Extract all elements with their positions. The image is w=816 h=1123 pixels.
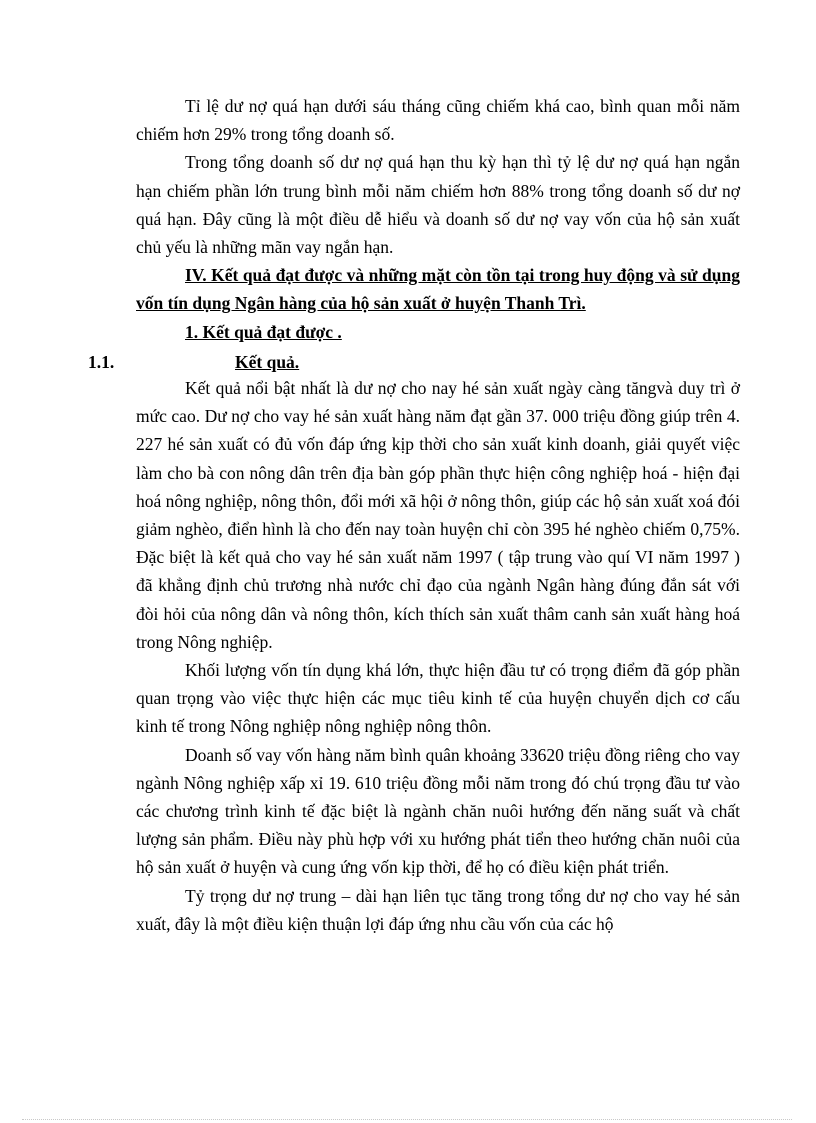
paragraph-loan-sales: Doanh số vay vốn hàng năm bình quân khoảng 33620 triệu đồng riêng cho vay ngành Nông nghiệp xấp xỉ 19. 610 triệu đồng mỗi năm trong đó chú trọng đầu tư vào các chương trình kinh tế đặc biệt là ngành chăn nuôi hướng đến năng suất và chất lượng sản phẩm. Điều này phù hợp với xu hướng phát tiển theo hướng chăn nuôi của hộ sản xuất ở huyện và cung ứng vốn kịp thời, để họ có điều kiện phát triển. [136, 744, 740, 878]
paragraph-credit-volume: Khối lượng vốn tín dụng khá lớn, thực hiện đầu tư có trọng điểm đã góp phần quan trọng vào việc thực hiện các mục tiêu kinh tế của huyện chuyển dịch cơ cấu kinh tế trong Nông nghiệp nông nghiệp nông thôn. [136, 660, 740, 737]
sub-subsection-number: 1.1. [88, 351, 115, 372]
paragraph-overdue-short-term: Tỉ lệ dư nợ quá hạn dưới sáu tháng cũng chiếm khá cao, bình quan mỗi năm chiếm hơn 29% trong tổng doanh số. [136, 96, 740, 145]
paragraph-results: Kết quả nổi bật nhất là dư nợ cho nay hé sản xuất ngày càng tăngvà duy trì ở mức cao. Dư nợ cho vay hé sản xuất hàng năm đạt gần 37. 000 triệu đồng giúp trên 4. 227 hé sản xuất có đủ vốn đáp ứng kịp thời cho sản xuất kinh doanh, giải quyết việc làm cho bà con nông dân trên địa bàn góp phần thực hiện công nghiệp hoá - hiện đại hoá nông nghiệp, nông thôn, đổi mới xã hội ở nông thôn, giúp các hộ sản xuất xoá đói giảm nghèo, điển hình là cho đến nay toàn huyện chỉ còn 395 hé nghèo chiếm 0,75%. Đặc biệt là kết quả cho vay hé sản xuất năm 1997 ( tập trung vào quí VI năm 1997 ) đã khẳng định chủ trương nhà nước chỉ đạo của ngành Ngân hàng đúng đắn sát với đòi hỏi của nông dân và nông thôn, kích thích sản xuất thâm canh sản xuất hàng hoá trong Nông nghiệp. [136, 378, 740, 652]
page-bottom-rule [22, 1119, 792, 1120]
sub-subsection-title: Kết quả. [235, 351, 300, 372]
document-body [88, 92, 740, 938]
section-heading: IV. Kết quả đạt được và những mặt còn tồn tại trong huy động và sử dụng vốn tín dụng Ngân hàng của hộ sản xuất ở huyện Thanh Trì. [136, 265, 740, 314]
paragraph-overdue-share: Trong tổng doanh số dư nợ quá hạn thu kỳ hạn thì tỷ lệ dư nợ quá hạn ngắn hạn chiếm phần lớn trung bình mỗi năm chiếm hơn 88% trong tổng doanh số dư nợ quá hạn. Đây cũng là một điều dễ hiểu và doanh số dư nợ vay vốn của hộ sản xuất chủ yếu là những mãn vay ngắn hạn. [136, 152, 740, 258]
subsection-heading: 1. Kết quả đạt được . [185, 321, 342, 342]
sub-subsection-row [88, 346, 740, 374]
paragraph-medium-long-term: Tỷ trọng dư nợ trung – dài hạn liên tục tăng trong tổng dư nợ cho vay hé sản xuất, đây là một điều kiện thuận lợi đáp ứng nhu cầu vốn của các hộ [136, 885, 740, 934]
